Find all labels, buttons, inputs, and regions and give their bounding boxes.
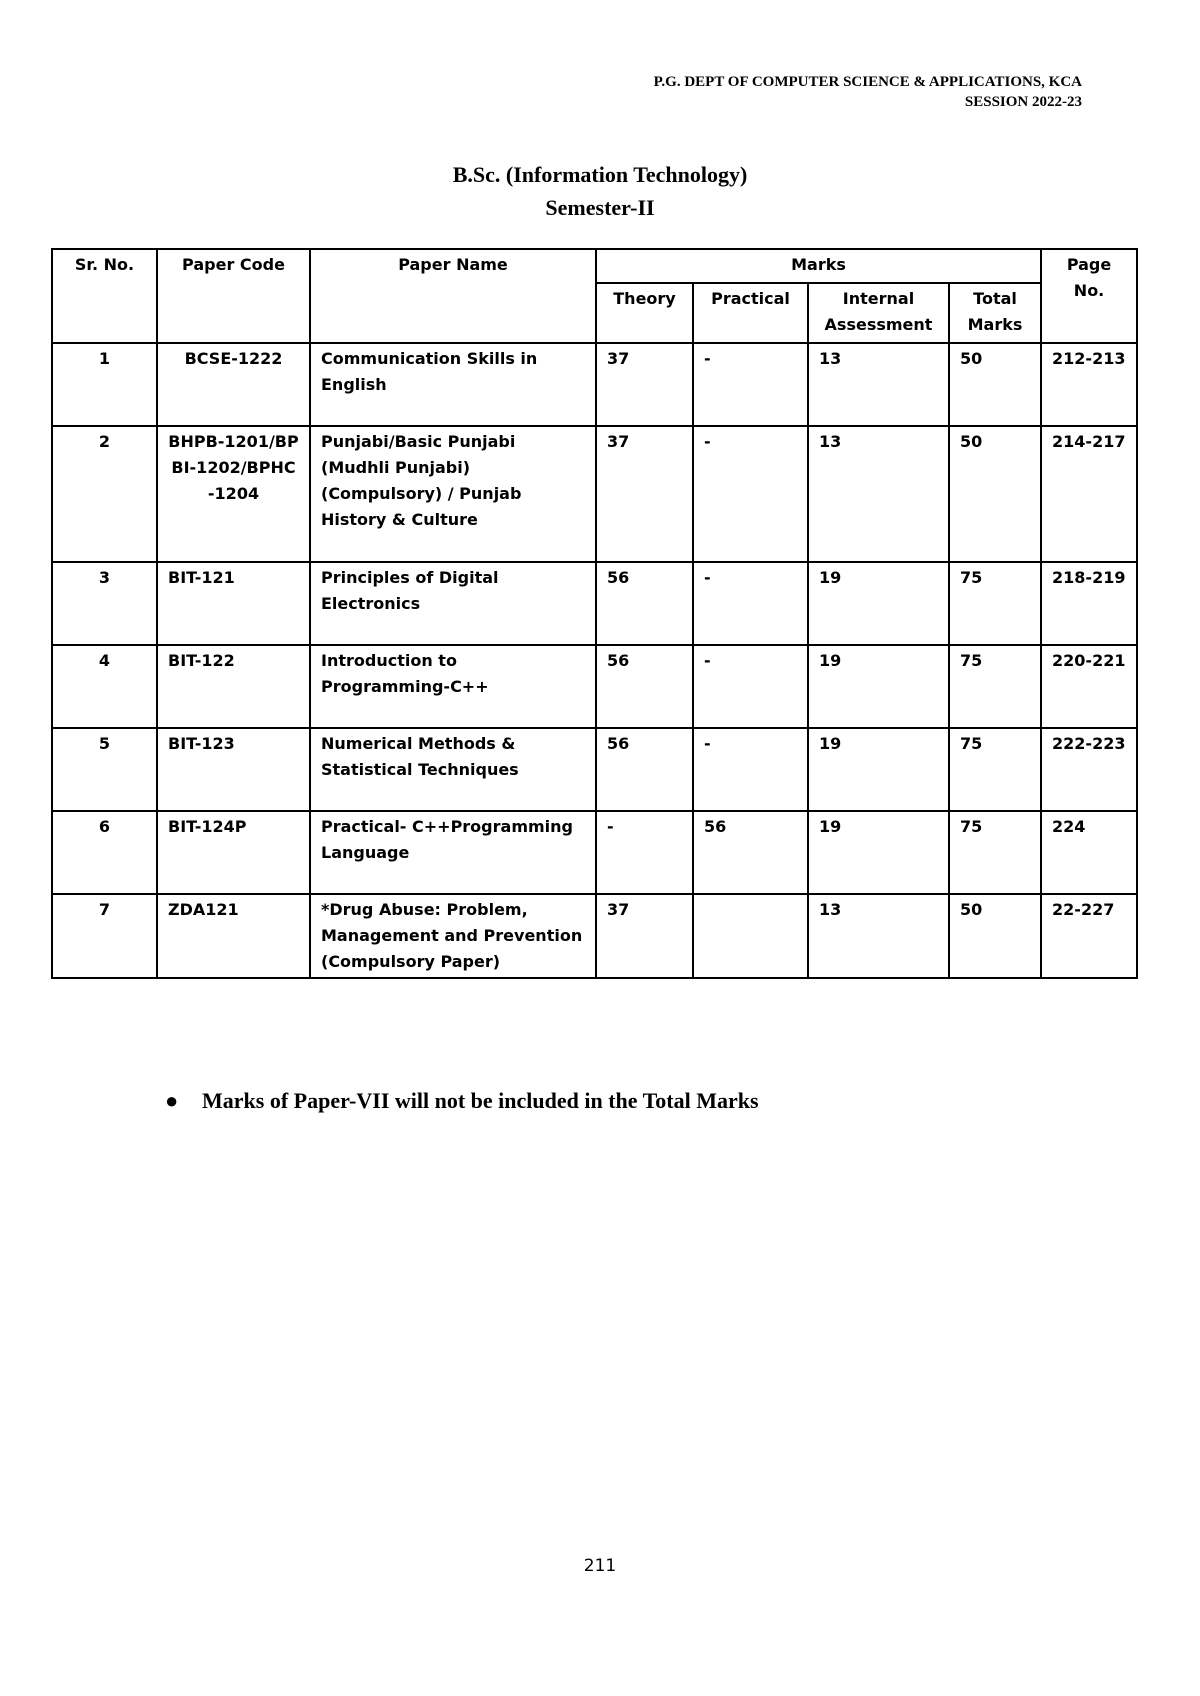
cell-paper-code: BIT-122 (157, 645, 310, 728)
cell-practical: - (693, 728, 808, 811)
header-marks: Marks (596, 249, 1041, 283)
cell-paper-code: BCSE-1222 (157, 343, 310, 426)
cell-total: 50 (949, 343, 1041, 426)
cell-page-no: 220-221 (1041, 645, 1137, 728)
bullet-icon: ● (165, 1088, 179, 1113)
cell-total: 75 (949, 645, 1041, 728)
cell-page-no: 214-217 (1041, 426, 1137, 562)
cell-total: 75 (949, 728, 1041, 811)
cell-paper-code: BIT-123 (157, 728, 310, 811)
cell-practical (693, 894, 808, 978)
cell-page-no: 218-219 (1041, 562, 1137, 645)
cell-paper-name: Principles of Digital Electronics (310, 562, 596, 645)
cell-practical: 56 (693, 811, 808, 894)
cell-theory: 56 (596, 728, 693, 811)
cell-internal: 19 (808, 728, 949, 811)
cell-sr-no: 2 (52, 426, 157, 562)
cell-paper-code: ZDA121 (157, 894, 310, 978)
total-marks-note (165, 1088, 759, 1114)
page-number: 211 (583, 1556, 617, 1576)
cell-internal: 19 (808, 562, 949, 645)
cell-theory: - (596, 811, 693, 894)
cell-total: 75 (949, 811, 1041, 894)
cell-page-no: 224 (1041, 811, 1137, 894)
cell-paper-code: BHPB-1201/BPBI-1202/BPHC-1204 (157, 426, 310, 562)
table-row (52, 811, 1137, 894)
cell-practical: - (693, 645, 808, 728)
cell-paper-name: Practical- C++Programming Language (310, 811, 596, 894)
note-text: Marks of Paper-VII will not be included in the Total Marks (202, 1088, 759, 1113)
department-name: P.G. DEPT OF COMPUTER SCIENCE & APPLICATIONS, KCA (653, 74, 1082, 90)
cell-sr-no: 7 (52, 894, 157, 978)
cell-theory: 37 (596, 894, 693, 978)
document-title (0, 158, 1200, 224)
cell-practical: - (693, 426, 808, 562)
table-row (52, 426, 1137, 562)
header-internal-assessment: Internal Assessment (808, 283, 949, 343)
course-title: B.Sc. (Information Technology) (452, 162, 748, 187)
cell-sr-no: 3 (52, 562, 157, 645)
cell-paper-code: BIT-121 (157, 562, 310, 645)
cell-total: 50 (949, 426, 1041, 562)
cell-paper-name: Numerical Methods & Statistical Techniques (310, 728, 596, 811)
header-total-marks: Total Marks (949, 283, 1041, 343)
table-row (52, 894, 1137, 978)
cell-sr-no: 4 (52, 645, 157, 728)
cell-sr-no: 5 (52, 728, 157, 811)
department-header (654, 72, 1082, 112)
header-paper-name: Paper Name (310, 249, 596, 343)
cell-practical: - (693, 343, 808, 426)
cell-total: 75 (949, 562, 1041, 645)
cell-internal: 13 (808, 894, 949, 978)
cell-total: 50 (949, 894, 1041, 978)
cell-theory: 37 (596, 426, 693, 562)
scheme-table (51, 248, 1138, 979)
cell-theory: 56 (596, 562, 693, 645)
cell-sr-no: 6 (52, 811, 157, 894)
semester-title: Semester-II (545, 195, 655, 220)
cell-paper-name: Punjabi/Basic Punjabi (Mudhli Punjabi) (Compulsory) / Punjab History & Culture (310, 426, 596, 562)
cell-page-no: 212-213 (1041, 343, 1137, 426)
cell-paper-name: *Drug Abuse: Problem, Management and Prevention (Compulsory Paper) (310, 894, 596, 978)
header-page-no: Page No. (1041, 249, 1137, 343)
cell-sr-no: 1 (52, 343, 157, 426)
cell-paper-name: Introduction to Programming-C++ (310, 645, 596, 728)
cell-internal: 13 (808, 343, 949, 426)
cell-paper-name: Communication Skills in English (310, 343, 596, 426)
header-theory: Theory (596, 283, 693, 343)
cell-internal: 19 (808, 645, 949, 728)
session-label: SESSION 2022-23 (964, 94, 1082, 110)
table-row (52, 728, 1137, 811)
cell-internal: 19 (808, 811, 949, 894)
cell-theory: 56 (596, 645, 693, 728)
table-row (52, 645, 1137, 728)
cell-internal: 13 (808, 426, 949, 562)
cell-theory: 37 (596, 343, 693, 426)
header-paper-code: Paper Code (157, 249, 310, 343)
header-sr-no: Sr. No. (52, 249, 157, 343)
header-practical: Practical (693, 283, 808, 343)
table-row (52, 343, 1137, 426)
cell-paper-code: BIT-124P (157, 811, 310, 894)
table-row (52, 562, 1137, 645)
cell-page-no: 22-227 (1041, 894, 1137, 978)
cell-practical: - (693, 562, 808, 645)
cell-page-no: 222-223 (1041, 728, 1137, 811)
